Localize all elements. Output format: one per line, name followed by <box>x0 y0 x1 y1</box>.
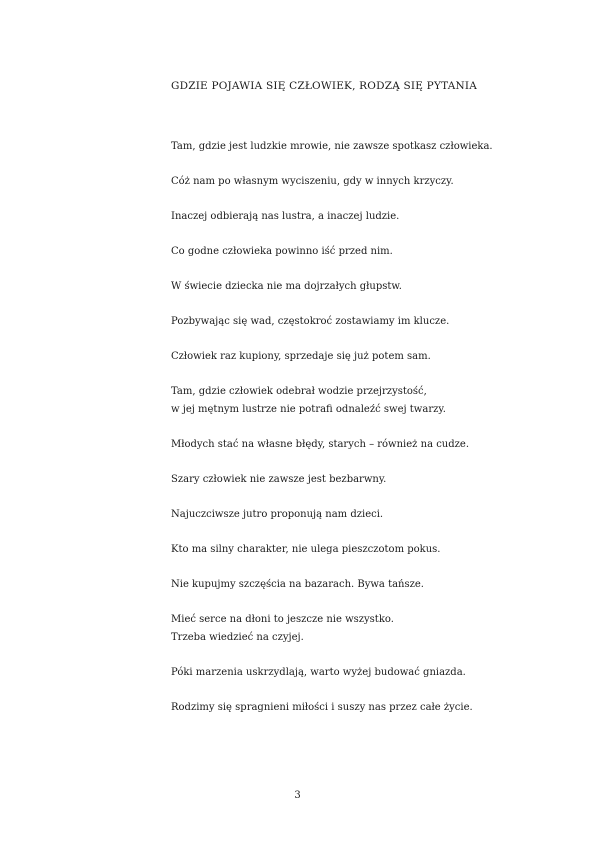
aphorism-line: Tam, gdzie człowiek odebrał wodzie przejrzystość, <box>171 386 427 397</box>
aphorism-line: Rodzimy się spragnieni miłości i suszy nas przez całe życie. <box>171 702 473 713</box>
aphorism-line: Pozbywając się wad, częstokroć zostawiamy im klucze. <box>171 316 450 327</box>
aphorism-line: Trzeba wiedzieć na czyjej. <box>171 632 304 643</box>
aphorism <box>171 313 471 331</box>
aphorism-line: Kto ma silny charakter, nie ulega pieszczotom pokus. <box>171 544 441 555</box>
aphorism <box>171 541 471 559</box>
aphorism-line: Mieć serce na dłoni to jeszcze nie wszystko. <box>171 614 394 625</box>
aphorism <box>171 576 471 594</box>
aphorism-line: Szary człowiek nie zawsze jest bezbarwny. <box>171 474 387 485</box>
chapter-title: GDZIE POJAWIA SIĘ CZŁOWIEK, RODZĄ SIĘ PYTANIA <box>171 80 477 92</box>
page-number: 3 <box>294 790 301 801</box>
aphorism-line: w jej mętnym lustrze nie potrafi odnaleźć swej twarzy. <box>171 404 446 415</box>
aphorism <box>171 506 471 524</box>
aphorism <box>171 348 471 366</box>
aphorism-line: Póki marzenia uskrzydlają, warto wyżej budować gniazda. <box>171 667 466 678</box>
aphorism <box>171 243 471 261</box>
aphorism <box>171 436 471 454</box>
aphorism <box>171 471 471 489</box>
aphorism <box>171 699 471 717</box>
aphorism-list <box>171 138 493 734</box>
aphorism-line: Najuczciwsze jutro proponują nam dzieci. <box>171 509 384 520</box>
aphorism-line: W świecie dziecka nie ma dojrzałych głupstw. <box>171 281 402 292</box>
aphorism-line: Człowiek raz kupiony, sprzedaje się już potem sam. <box>171 351 431 362</box>
aphorism-line: Młodych stać na własne błędy, starych – również na cudze. <box>171 439 470 450</box>
aphorism <box>171 278 471 296</box>
aphorism-line: Co godne człowieka powinno iść przed nim. <box>171 246 393 257</box>
aphorism <box>171 173 471 191</box>
aphorism <box>171 208 471 226</box>
aphorism-line: Cóż nam po własnym wyciszeniu, gdy w innych krzyczy. <box>171 176 454 187</box>
aphorism-line: Nie kupujmy szczęścia na bazarach. Bywa tańsze. <box>171 579 424 590</box>
aphorism <box>171 664 471 682</box>
aphorism-line: Inaczej odbierają nas lustra, a inaczej ludzie. <box>171 211 400 222</box>
aphorism <box>171 383 471 419</box>
aphorism <box>171 611 471 647</box>
aphorism-line: Tam, gdzie jest ludzkie mrowie, nie zawsze spotkasz człowieka. <box>171 141 493 152</box>
aphorism <box>171 138 493 156</box>
